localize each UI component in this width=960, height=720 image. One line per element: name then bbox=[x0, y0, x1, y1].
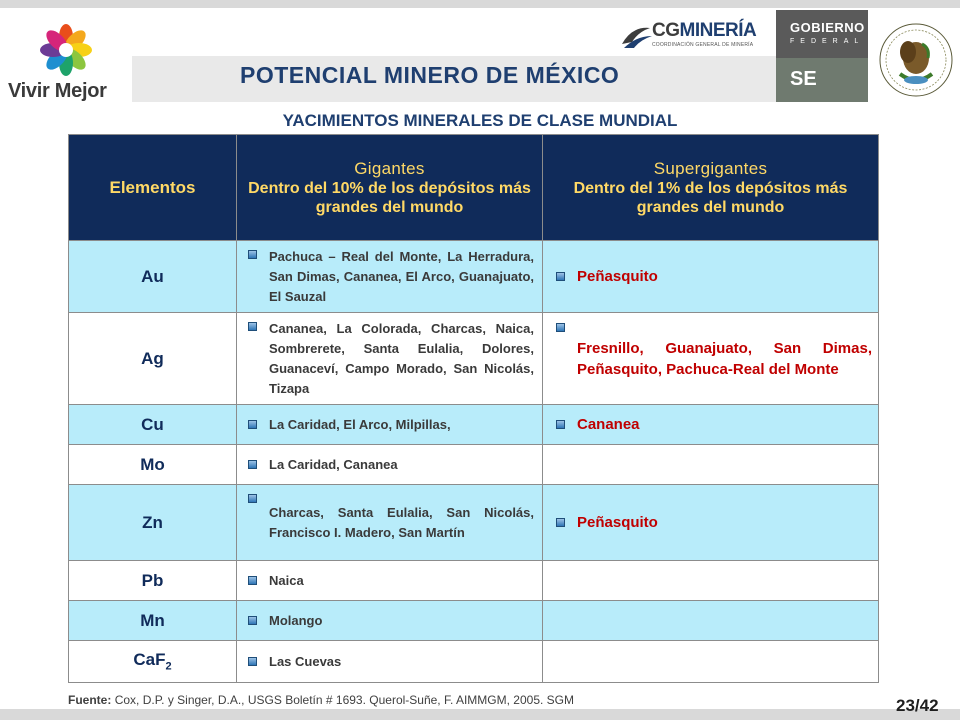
element-cell: Ag bbox=[69, 313, 237, 405]
supergigantes-text: Fresnillo, Guanajuato, San Dimas, Peñasquito, Pachuca-Real del Monte bbox=[577, 339, 872, 378]
gigantes-text: Molango bbox=[269, 612, 323, 628]
source-label: Fuente: bbox=[68, 693, 112, 707]
header-supergigantes bbox=[543, 135, 879, 241]
element-cell: Zn bbox=[69, 485, 237, 561]
square-bullet-icon bbox=[248, 576, 257, 585]
page-title: POTENCIAL MINERO DE MÉXICO bbox=[240, 62, 620, 88]
table-row bbox=[69, 313, 879, 405]
supergigantes-cell bbox=[543, 313, 879, 405]
square-bullet-icon bbox=[248, 460, 257, 469]
section-subtitle: YACIMIENTOS MINERALES DE CLASE MUNDIAL bbox=[282, 111, 678, 130]
supergigantes-text: Peñasquito bbox=[577, 268, 658, 285]
element-cell: Cu bbox=[69, 405, 237, 445]
cg-mineria-logo bbox=[652, 20, 756, 42]
table-row bbox=[69, 641, 879, 683]
element-cell: Mn bbox=[69, 601, 237, 641]
cg-accent: MINERÍA bbox=[679, 20, 757, 41]
gigantes-cell bbox=[237, 561, 543, 601]
gigantes-text: La Caridad, El Arco, Milpillas, bbox=[269, 416, 451, 432]
gobierno-label: GOBIERNO bbox=[790, 20, 865, 35]
element-base: CaF bbox=[133, 650, 166, 670]
table-row bbox=[69, 561, 879, 601]
vivir-mejor-logo bbox=[0, 8, 132, 104]
table-header-row bbox=[69, 135, 879, 241]
gigantes-text: Cananea, La Colorada, Charcas, Naica, Sombrerete, Santa Eulalia, Dolores, Guanaceví, Campo Morado, San Nicolás, Tizapa bbox=[269, 320, 534, 396]
square-bullet-icon bbox=[556, 420, 565, 429]
gigantes-cell bbox=[237, 445, 543, 485]
bottom-strip bbox=[0, 709, 960, 720]
flower-logo-icon bbox=[38, 22, 94, 78]
table-row bbox=[69, 445, 879, 485]
supergigantes-text: Cananea bbox=[577, 416, 640, 433]
gigantes-cell bbox=[237, 601, 543, 641]
element-cell: Pb bbox=[69, 561, 237, 601]
element-cell: Mo bbox=[69, 445, 237, 485]
square-bullet-icon bbox=[248, 494, 257, 503]
square-bullet-icon bbox=[556, 323, 565, 332]
page-number: 23/42 bbox=[896, 696, 939, 715]
top-strip bbox=[0, 0, 960, 8]
square-bullet-icon bbox=[248, 322, 257, 331]
supergigantes-cell bbox=[543, 601, 879, 641]
gigantes-text: Pachuca – Real del Monte, La Herradura, San Dimas, Cananea, El Arco, Guanajuato, El Sauzal bbox=[269, 248, 534, 304]
gigantes-text: Naica bbox=[269, 572, 304, 588]
deposits-table bbox=[68, 134, 879, 683]
gigantes-cell bbox=[237, 641, 543, 683]
supergigantes-cell bbox=[543, 405, 879, 445]
element-cell bbox=[69, 641, 237, 683]
national-seal-icon bbox=[878, 22, 954, 98]
header-elementos: Elementos bbox=[69, 135, 237, 241]
gigantes-cell bbox=[237, 405, 543, 445]
table-row bbox=[69, 485, 879, 561]
gigantes-subtitle: Dentro del 10% de los depósitos más grandes del mundo bbox=[248, 179, 531, 216]
square-bullet-icon bbox=[556, 518, 565, 527]
supergigantes-cell bbox=[543, 445, 879, 485]
supergigantes-subtitle: Dentro del 1% de los depósitos más grandes del mundo bbox=[573, 179, 848, 216]
source-text: Cox, D.P. y Singer, D.A., USGS Boletín # 1693. Querol-Suñe, F. AIMMGM, 2005. SGM bbox=[114, 693, 574, 707]
square-bullet-icon bbox=[248, 420, 257, 429]
supergigantes-cell bbox=[543, 561, 879, 601]
supergigantes-title: Supergigantes bbox=[653, 158, 768, 178]
element-cell: Au bbox=[69, 241, 237, 313]
supergigantes-cell bbox=[543, 641, 879, 683]
table-row bbox=[69, 241, 879, 313]
gigantes-cell bbox=[237, 485, 543, 561]
square-bullet-icon bbox=[248, 657, 257, 666]
cg-mineria-subtitle: COORDINACIÓN GENERAL DE MINERÍA bbox=[652, 42, 754, 48]
source-note bbox=[68, 693, 574, 707]
cg-prefix: CG bbox=[652, 20, 680, 41]
gigantes-cell bbox=[237, 241, 543, 313]
gigantes-text: Charcas, Santa Eulalia, San Nicolás, Francisco I. Madero, San Martín bbox=[269, 504, 534, 540]
square-bullet-icon bbox=[248, 250, 257, 259]
supergigantes-cell bbox=[543, 485, 879, 561]
se-label: SE bbox=[790, 68, 817, 90]
header-gigantes bbox=[237, 135, 543, 241]
table-row bbox=[69, 405, 879, 445]
supergigantes-text: Peñasquito bbox=[577, 514, 658, 531]
square-bullet-icon bbox=[248, 616, 257, 625]
supergigantes-cell bbox=[543, 241, 879, 313]
square-bullet-icon bbox=[556, 272, 565, 281]
gigantes-text: La Caridad, Cananea bbox=[269, 456, 398, 472]
element-subscript: 2 bbox=[165, 660, 172, 673]
gigantes-title: Gigantes bbox=[354, 158, 425, 178]
federal-label: FEDERAL bbox=[790, 38, 865, 45]
gigantes-text: Las Cuevas bbox=[269, 653, 342, 669]
logo-text: Vivir Mejor bbox=[8, 80, 107, 102]
table-row bbox=[69, 601, 879, 641]
gigantes-cell bbox=[237, 313, 543, 405]
